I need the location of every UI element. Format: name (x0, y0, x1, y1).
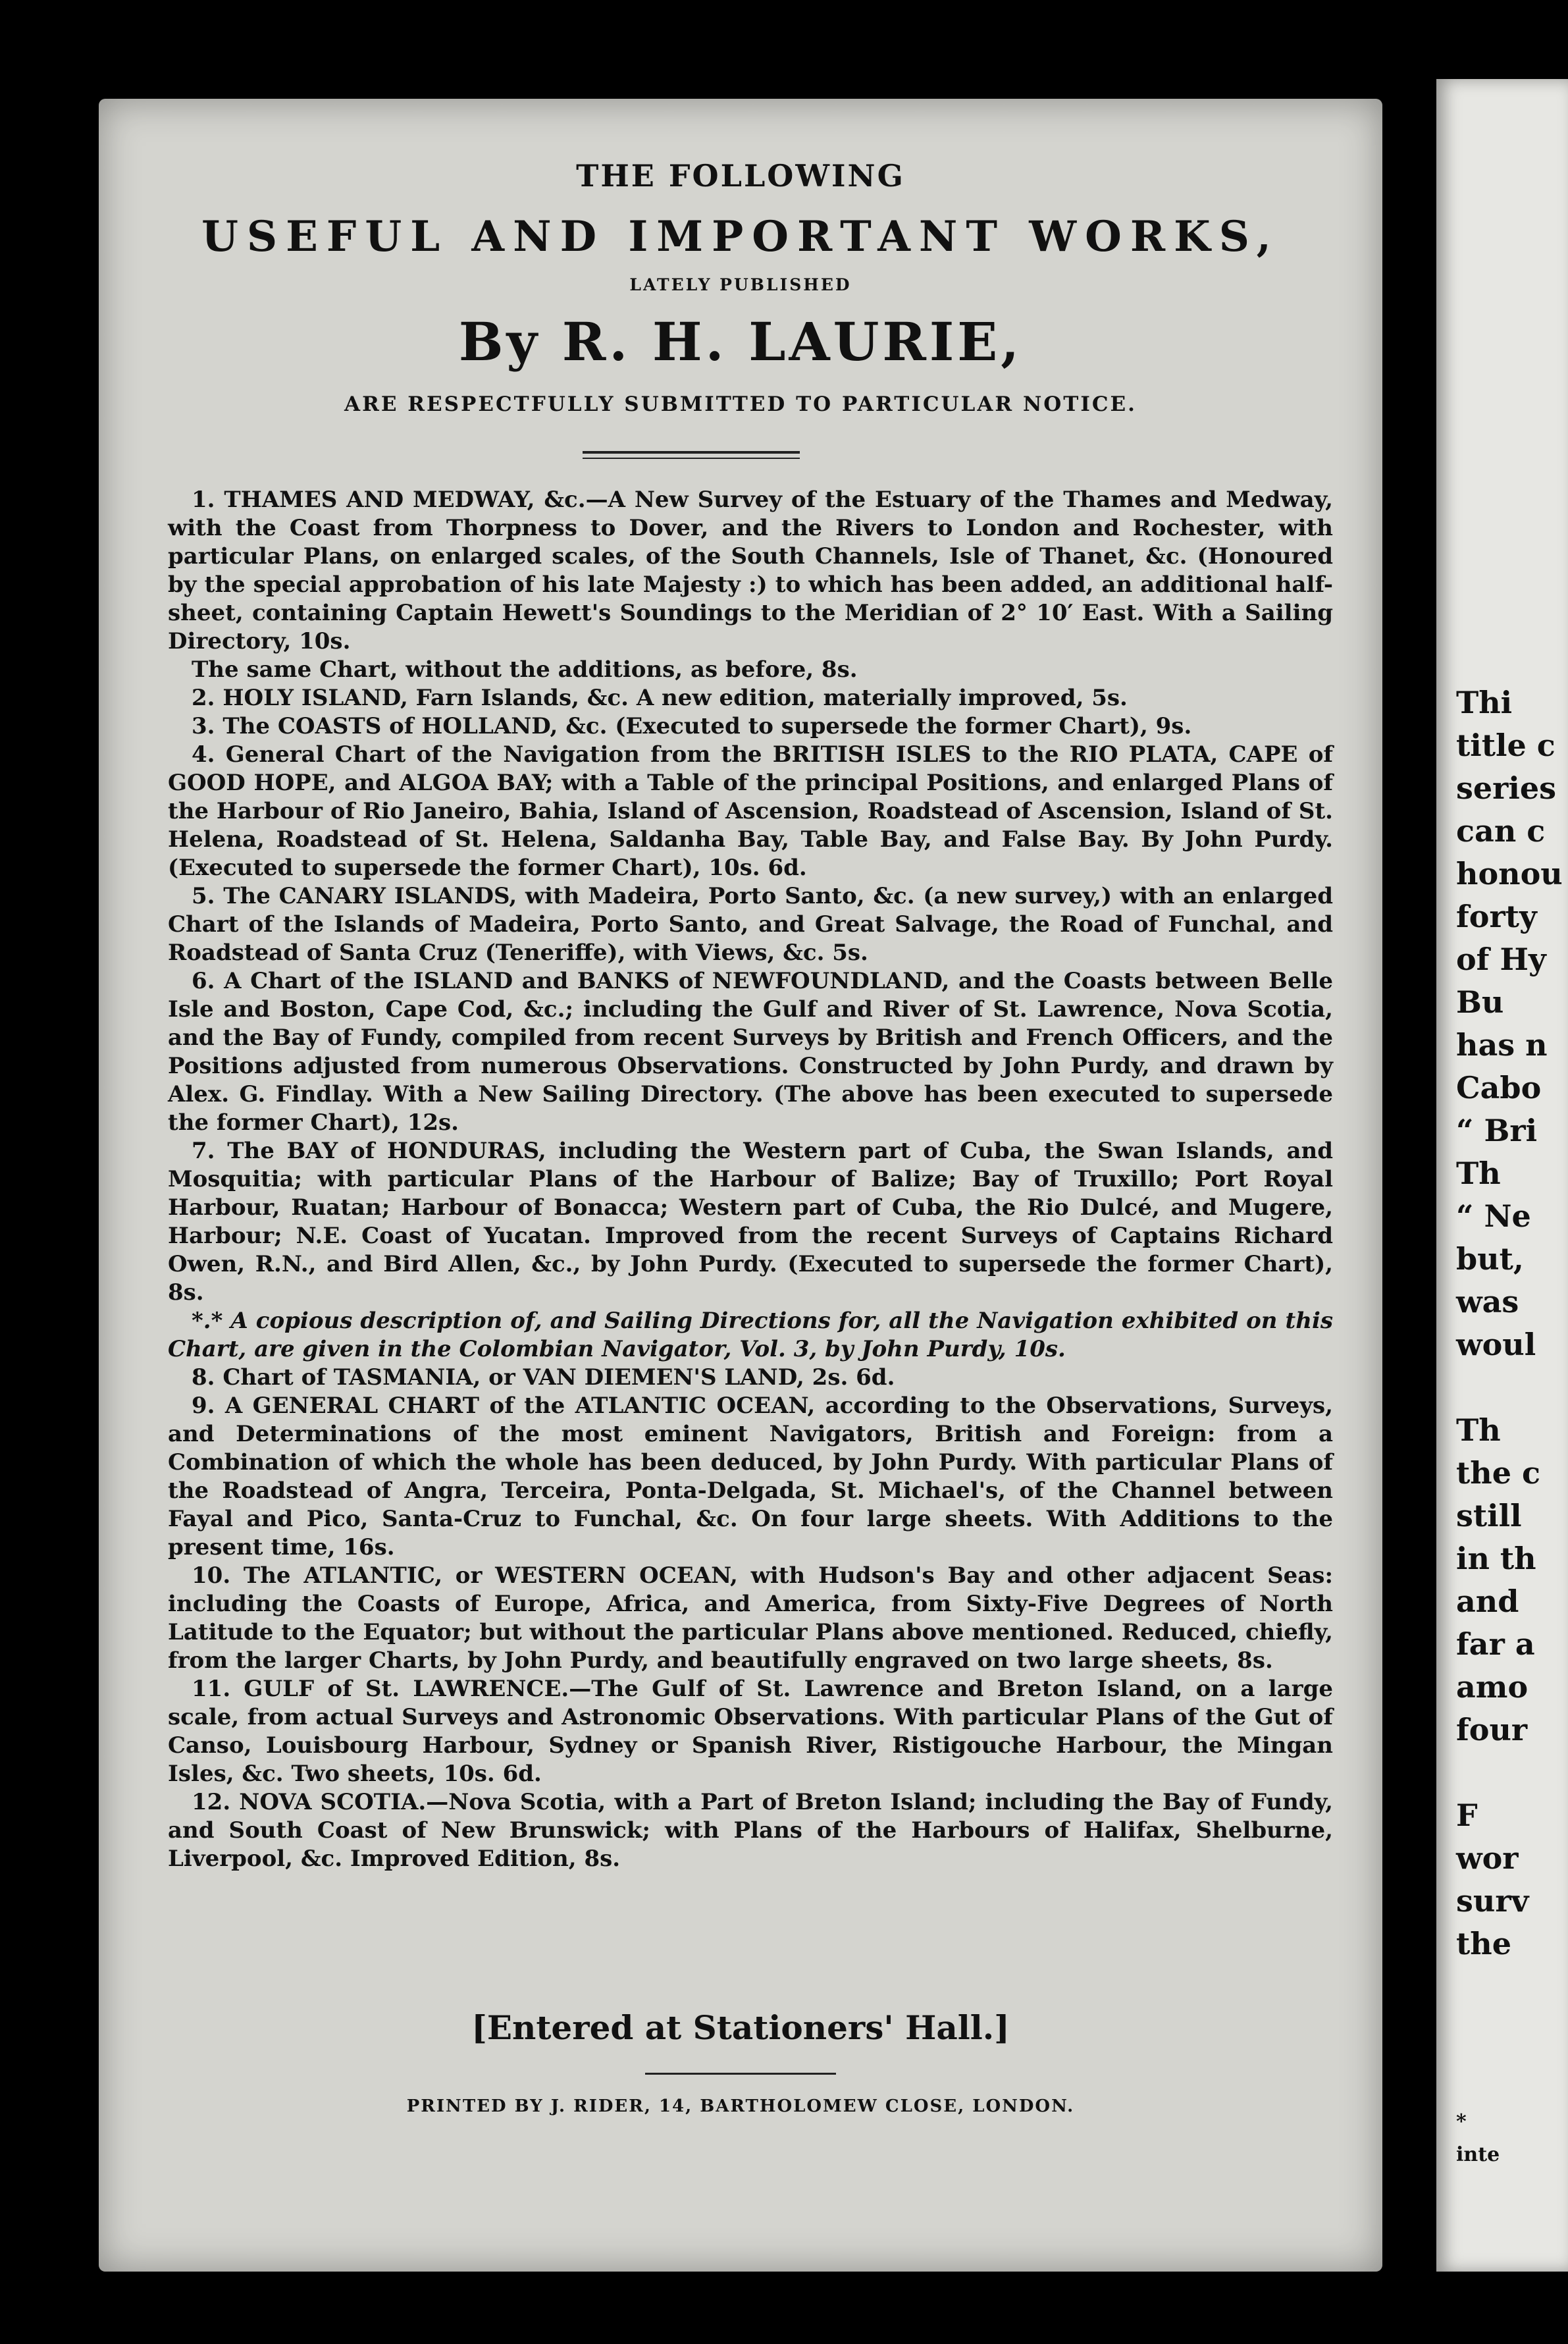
facing-text: four (1456, 1712, 1528, 1747)
header-line-1: THE FOLLOWING (576, 158, 905, 194)
header-rule-top (583, 451, 800, 454)
facing-text: Bu (1456, 984, 1504, 1020)
facing-text: woul (1456, 1327, 1536, 1362)
work-entry: The same Chart, without the additions, as before, 8s. (192, 656, 858, 683)
facing-text: of Hy (1456, 942, 1546, 977)
book-gutter (1382, 59, 1436, 2298)
facing-text: Thi (1456, 685, 1513, 720)
facing-page-fragment (1436, 79, 1568, 2272)
facing-text: was (1456, 1284, 1519, 1319)
work-entry: 8. Chart of TASMANIA, or VAN DIEMEN'S LAND, 2s. 6d. (192, 1364, 895, 1391)
facing-text: surv (1456, 1883, 1529, 1919)
facing-text: still (1456, 1498, 1522, 1533)
stationers-hall-notice: [Entered at Stationers' Hall.] (471, 2008, 1010, 2047)
facing-text: honou (1456, 856, 1563, 892)
facing-text: forty (1456, 899, 1537, 934)
footer-rule (645, 2073, 836, 2075)
printer-imprint: PRINTED BY J. RIDER, 14, BARTHOLOMEW CLOSE, LONDON. (406, 2096, 1075, 2116)
facing-text: the c (1456, 1455, 1540, 1491)
publisher-name: By R. H. LAURIE, (458, 311, 1023, 373)
work-entry: 3. The COASTS of HOLLAND, &c. (Executed to supersede the former Chart), 9s. (192, 713, 1192, 739)
facing-text: far a (1456, 1626, 1535, 1662)
facing-text: amo (1456, 1669, 1529, 1705)
facing-text: Th (1456, 1412, 1501, 1448)
work-entry: 6. A Chart of the ISLAND and BANKS of NEWFOUNDLAND, and the Coasts between Belle Isle and Boston, Cape Cod, &c.; including the Gulf and River of St. Lawrence, Nova Scotia, and the Bay of Fundy, compiled from recent Surveys by British and French Officers, and the Positions adjusted from numerous Observations. Constructed by John Purdy, and drawn by Alex. G. Findlay. With a New Sailing Directory. (The above has been executed to supersede the former Chart), 12s. (168, 968, 1333, 1136)
facing-text: has n (1456, 1027, 1548, 1063)
facing-text: title c (1456, 728, 1555, 763)
facing-text: “ Bri (1456, 1113, 1538, 1148)
work-entry: 5. The CANARY ISLANDS, with Madeira, Porto Santo, &c. (a new survey,) with an enlarged Chart of the Islands of Madeira, Porto Santo, and Great Salvage, the Road of Funchal, and Roadstead of Santa Cruz (Teneriffe), with Views, &c. 5s. (168, 883, 1333, 966)
facing-text: series (1456, 770, 1557, 806)
facing-text: the (1456, 1926, 1511, 1961)
work-entry: 2. HOLY ISLAND, Farn Islands, &c. A new edition, materially improved, 5s. (192, 685, 1128, 711)
facing-text: Cabo (1456, 1070, 1542, 1105)
facing-text: and (1456, 1584, 1519, 1619)
facing-text: wor (1456, 1840, 1519, 1876)
header-line-2: USEFUL AND IMPORTANT WORKS, (201, 212, 1280, 261)
facing-text: but, (1456, 1241, 1524, 1277)
header-line-5: ARE RESPECTFULLY SUBMITTED TO PARTICULAR NOTICE. (344, 392, 1137, 416)
header-rule-bottom (583, 458, 800, 459)
header-line-3: LATELY PUBLISHED (629, 275, 852, 294)
work-note: *.* A copious description of, and Sailing Directions for, all the Navigation exhibited on this Chart, are given in the Colombian Navigator, Vol. 3, by John Purdy, 10s. (168, 1308, 1333, 1362)
advertisement-page (99, 99, 1382, 2272)
work-entry: 7. The BAY of HONDURAS, including the Western part of Cuba, the Swan Islands, and Mosquitia; with particular Plans of the Harbour of Balize; Bay of Truxillo; Port Royal Harbour, Ruatan; Harbour of Bonacca; Western part of Cuba, the Rio Dulcé, and Mugere, Harbour; N.E. Coast of Yucatan. Improved from the recent Surveys of Captains Richard Owen, R.N., and Bird Allen, &c., by John Purdy. (Executed to supersede the former Chart), 8s. (168, 1138, 1333, 1306)
work-entry: 11. GULF of St. LAWRENCE.—The Gulf of St. Lawrence and Breton Island, on a large scale, from actual Surveys and Astronomic Observations. With particular Plans of the Gut of Canso, Louisbourg Harbour, Sydney or Spanish River, Ristigouche Harbour, the Mingan Isles, &c. Two sheets, 10s. 6d. (168, 1676, 1333, 1787)
facing-text: in th (1456, 1541, 1536, 1576)
work-entry: 10. The ATLANTIC, or WESTERN OCEAN, with Hudson's Bay and other adjacent Seas: including the Coasts of Europe, Africa, and America, from Sixty-Five Degrees of North Latitude to the Equator; but without the particular Plans above mentioned. Reduced, chiefly, from the larger Charts, by John Purdy, and beautifully engraved on two large sheets, 8s. (168, 1562, 1333, 1674)
work-entry: 9. A GENERAL CHART of the ATLANTIC OCEAN, according to the Observations, Surveys, and Determinations of the most eminent Navigators, British and Foreign: from a Combination of which the whole has been deduced, by John Purdy. With particular Plans of the Roadstead of Angra, Terceira, Ponta-Delgada, St. Michael's, of the Channel between Fayal and Pico, Santa-Cruz to Funchal, &c. On four large sheets. With Additions to the present time, 16s. (168, 1393, 1333, 1560)
facing-text: Th (1456, 1156, 1501, 1191)
work-entry: 4. General Chart of the Navigation from the BRITISH ISLES to the RIO PLATA, CAPE of GOOD HOPE, and ALGOA BAY; with a Table of the principal Positions, and enlarged Plans of the Harbour of Rio Janeiro, Bahia, Island of Ascension, Roadstead of Ascension, Island of St. Helena, Roadstead of St. Helena, Saldanha Bay, Table Bay, and False Bay. By John Purdy. (Executed to supersede the former Chart), 10s. 6d. (168, 741, 1333, 881)
facing-text: inte (1456, 2143, 1500, 2166)
facing-text: * (1456, 2110, 1467, 2133)
facing-text: can c (1456, 813, 1546, 849)
facing-text: “ Ne (1456, 1198, 1531, 1234)
work-entry: 12. NOVA SCOTIA.—Nova Scotia, with a Part of Breton Island; including the Bay of Fundy, and South Coast of New Brunswick; with Plans of the Harbours of Halifax, Shelburne, Liverpool, &c. Improved Edition, 8s. (168, 1789, 1333, 1872)
facing-text: F (1456, 1798, 1478, 1833)
works-list (168, 486, 1333, 1873)
work-entry: 1. THAMES AND MEDWAY, &c.—A New Survey of the Estuary of the Thames and Medway, with the Coast from Thorpness to Dover, and the Rivers to London and Rochester, with particular Plans, on enlarged scales, of the South Channels, Isle of Thanet, &c. (Honoured by the special approbation of his late Majesty :) to which has been added, an additional half-sheet, containing Captain Hewett's Soundings to the Meridian of 2° 10′ East. With a Sailing Directory, 10s. (168, 487, 1333, 654)
